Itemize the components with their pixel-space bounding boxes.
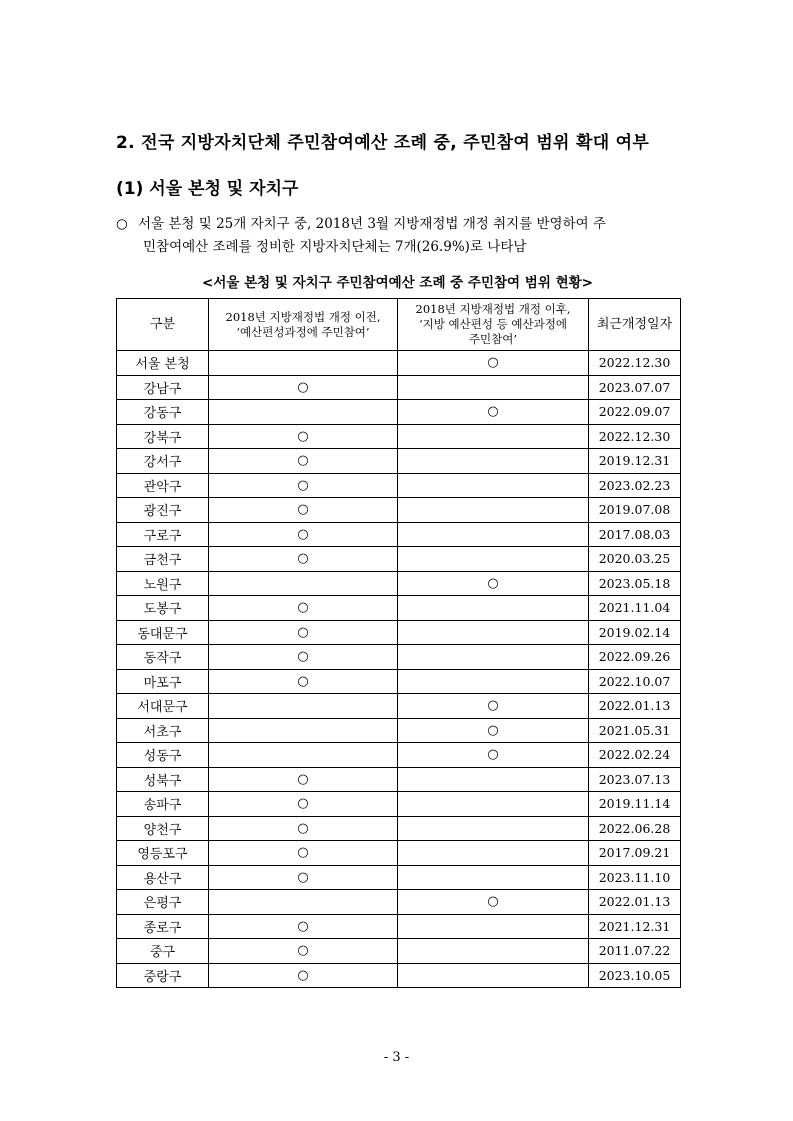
revision-date-cell: 2019.12.31 — [589, 449, 681, 474]
region-name-cell: 종로구 — [117, 914, 209, 939]
revision-date-cell: 2023.02.23 — [589, 473, 681, 498]
table-row — [117, 547, 681, 572]
after-2018-cell — [398, 473, 589, 498]
revision-date-cell: 2022.12.30 — [589, 351, 681, 376]
after-2018-cell — [398, 914, 589, 939]
header-before-2018 — [209, 299, 398, 351]
table-row — [117, 400, 681, 425]
after-2018-cell — [398, 498, 589, 523]
after-2018-cell — [398, 792, 589, 817]
revision-date-cell: 2022.02.24 — [589, 743, 681, 768]
region-name-cell: 양천구 — [117, 816, 209, 841]
revision-date-cell: 2022.09.07 — [589, 400, 681, 425]
after-2018-cell — [398, 449, 589, 474]
before-2018-cell — [209, 890, 398, 915]
before-2018-cell: ○ — [209, 424, 398, 449]
after-2018-cell — [398, 865, 589, 890]
revision-date-cell: 2017.09.21 — [589, 841, 681, 866]
after-2018-cell: ○ — [398, 351, 589, 376]
before-2018-cell — [209, 571, 398, 596]
region-name-cell: 강남구 — [117, 375, 209, 400]
before-2018-cell: ○ — [209, 865, 398, 890]
region-name-cell: 동작구 — [117, 645, 209, 670]
before-2018-cell — [209, 743, 398, 768]
bullet-icon: ○ — [116, 216, 128, 232]
region-name-cell: 구로구 — [117, 522, 209, 547]
table-row — [117, 571, 681, 596]
revision-date-cell: 2021.05.31 — [589, 718, 681, 743]
after-2018-cell — [398, 816, 589, 841]
before-2018-cell: ○ — [209, 522, 398, 547]
region-name-cell: 용산구 — [117, 865, 209, 890]
header-after-line-1: 2018년 지방재정법 개정 이후, — [415, 302, 571, 316]
region-name-cell: 강북구 — [117, 424, 209, 449]
after-2018-cell — [398, 841, 589, 866]
region-name-cell: 중랑구 — [117, 963, 209, 988]
table-row — [117, 841, 681, 866]
after-2018-cell — [398, 424, 589, 449]
table-row — [117, 694, 681, 719]
before-2018-cell: ○ — [209, 375, 398, 400]
participation-scope-table — [116, 298, 681, 988]
revision-date-cell: 2022.01.13 — [589, 694, 681, 719]
after-2018-cell — [398, 669, 589, 694]
region-name-cell: 성북구 — [117, 767, 209, 792]
region-name-cell: 서초구 — [117, 718, 209, 743]
revision-date-cell: 2022.10.07 — [589, 669, 681, 694]
header-after-line-3: 주민참여’ — [468, 332, 518, 346]
after-2018-cell — [398, 375, 589, 400]
revision-date-cell: 2023.10.05 — [589, 963, 681, 988]
region-name-cell: 은평구 — [117, 890, 209, 915]
table-row — [117, 816, 681, 841]
region-name-cell: 강동구 — [117, 400, 209, 425]
revision-date-cell: 2023.05.18 — [589, 571, 681, 596]
before-2018-cell: ○ — [209, 498, 398, 523]
after-2018-cell — [398, 645, 589, 670]
table-row — [117, 792, 681, 817]
header-before-line-2: ‘예산편성과정에 주민참여’ — [236, 324, 370, 339]
table-body — [117, 351, 681, 988]
before-2018-cell: ○ — [209, 792, 398, 817]
before-2018-cell: ○ — [209, 767, 398, 792]
table-row — [117, 914, 681, 939]
region-name-cell: 노원구 — [117, 571, 209, 596]
before-2018-cell: ○ — [209, 620, 398, 645]
revision-date-cell: 2021.12.31 — [589, 914, 681, 939]
revision-date-cell: 2022.09.26 — [589, 645, 681, 670]
header-latest-revision-date: 최근개정일자 — [589, 299, 681, 351]
revision-date-cell: 2022.12.30 — [589, 424, 681, 449]
table-row — [117, 498, 681, 523]
before-2018-cell: ○ — [209, 963, 398, 988]
before-2018-cell: ○ — [209, 645, 398, 670]
region-name-cell: 서대문구 — [117, 694, 209, 719]
revision-date-cell: 2023.11.10 — [589, 865, 681, 890]
revision-date-cell: 2019.07.08 — [589, 498, 681, 523]
region-name-cell: 성동구 — [117, 743, 209, 768]
table-row — [117, 963, 681, 988]
revision-date-cell: 2019.11.14 — [589, 792, 681, 817]
before-2018-cell — [209, 718, 398, 743]
after-2018-cell: ○ — [398, 694, 589, 719]
header-before-line-1: 2018년 지방재정법 개정 이전, — [225, 309, 381, 324]
paragraph-line-2: 민참여예산 조례를 정비한 지방자치단체는 7개(26.9%)로 나타남 — [143, 239, 527, 255]
region-name-cell: 서울 본청 — [117, 351, 209, 376]
after-2018-cell — [398, 963, 589, 988]
before-2018-cell — [209, 351, 398, 376]
region-name-cell: 도봉구 — [117, 596, 209, 621]
header-after-2018 — [398, 299, 589, 351]
section-title: 2. 전국 지방자치단체 주민참여예산 조례 중, 주민참여 범위 확대 여부 — [116, 133, 650, 153]
header-category: 구분 — [117, 299, 209, 351]
after-2018-cell: ○ — [398, 890, 589, 915]
after-2018-cell — [398, 547, 589, 572]
before-2018-cell: ○ — [209, 449, 398, 474]
revision-date-cell: 2022.01.13 — [589, 890, 681, 915]
revision-date-cell: 2023.07.13 — [589, 767, 681, 792]
table-caption: <서울 본청 및 자치구 주민참여예산 조례 중 주민참여 범위 현황> — [202, 275, 593, 291]
table-row — [117, 939, 681, 964]
region-name-cell: 중구 — [117, 939, 209, 964]
after-2018-cell — [398, 939, 589, 964]
after-2018-cell — [398, 596, 589, 621]
table-row — [117, 424, 681, 449]
after-2018-cell: ○ — [398, 718, 589, 743]
table-row — [117, 449, 681, 474]
table-row — [117, 669, 681, 694]
subsection-title: (1) 서울 본청 및 자치구 — [116, 179, 299, 199]
before-2018-cell: ○ — [209, 939, 398, 964]
table-header-row — [117, 299, 681, 351]
revision-date-cell: 2022.06.28 — [589, 816, 681, 841]
paragraph-line-1: 서울 본청 및 25개 자치구 중, 2018년 3월 지방재정법 개정 취지를 반영하여 주 — [138, 216, 607, 232]
before-2018-cell: ○ — [209, 547, 398, 572]
after-2018-cell — [398, 522, 589, 547]
table-row — [117, 865, 681, 890]
after-2018-cell — [398, 620, 589, 645]
after-2018-cell: ○ — [398, 400, 589, 425]
table-row — [117, 645, 681, 670]
region-name-cell: 동대문구 — [117, 620, 209, 645]
table-row — [117, 473, 681, 498]
after-2018-cell: ○ — [398, 743, 589, 768]
before-2018-cell: ○ — [209, 669, 398, 694]
region-name-cell: 영등포구 — [117, 841, 209, 866]
table-row — [117, 522, 681, 547]
after-2018-cell: ○ — [398, 571, 589, 596]
region-name-cell: 광진구 — [117, 498, 209, 523]
region-name-cell: 송파구 — [117, 792, 209, 817]
before-2018-cell: ○ — [209, 841, 398, 866]
table-row — [117, 718, 681, 743]
region-name-cell: 관악구 — [117, 473, 209, 498]
after-2018-cell — [398, 767, 589, 792]
region-name-cell: 마포구 — [117, 669, 209, 694]
region-name-cell: 강서구 — [117, 449, 209, 474]
table-row — [117, 596, 681, 621]
table-row — [117, 620, 681, 645]
table-row — [117, 375, 681, 400]
before-2018-cell: ○ — [209, 914, 398, 939]
table-row — [117, 767, 681, 792]
before-2018-cell — [209, 400, 398, 425]
table-row — [117, 743, 681, 768]
page-number: - 3 - — [383, 1050, 410, 1065]
before-2018-cell — [209, 694, 398, 719]
before-2018-cell: ○ — [209, 596, 398, 621]
revision-date-cell: 2021.11.04 — [589, 596, 681, 621]
revision-date-cell: 2011.07.22 — [589, 939, 681, 964]
table-row — [117, 890, 681, 915]
table-row — [117, 351, 681, 376]
revision-date-cell: 2020.03.25 — [589, 547, 681, 572]
header-after-line-2: ‘지방 예산편성 등 예산과정에 — [419, 317, 567, 331]
revision-date-cell: 2017.08.03 — [589, 522, 681, 547]
region-name-cell: 금천구 — [117, 547, 209, 572]
before-2018-cell: ○ — [209, 816, 398, 841]
before-2018-cell: ○ — [209, 473, 398, 498]
revision-date-cell: 2023.07.07 — [589, 375, 681, 400]
revision-date-cell: 2019.02.14 — [589, 620, 681, 645]
